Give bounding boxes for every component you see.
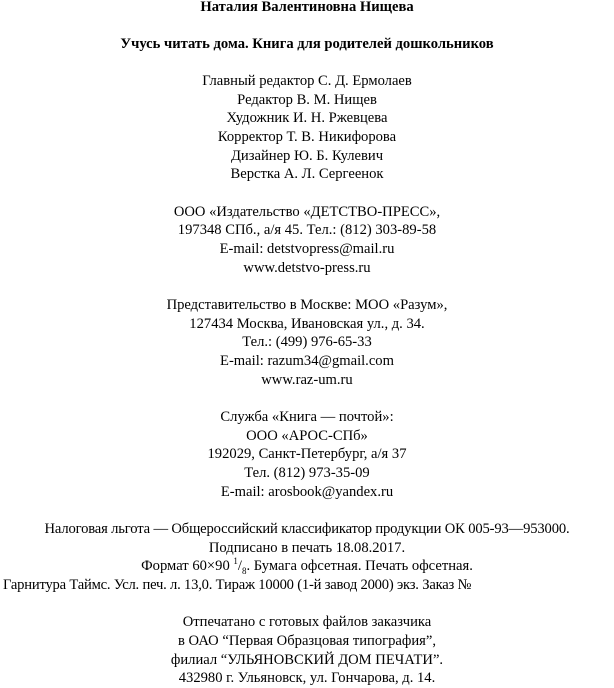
publisher-website: www.detstvo-press.ru xyxy=(243,260,371,276)
credit-line: Главный редактор С. Д. Ермолаев xyxy=(202,73,412,89)
mail-service-email: E-mail: arosbook@yandex.ru xyxy=(220,484,394,500)
printer-name: в ОАО “Первая Образцовая типография”, xyxy=(178,633,436,649)
moscow-office-website: www.raz-um.ru xyxy=(261,372,353,388)
printer-note: Отпечатано с готовых файлов заказчика xyxy=(182,614,432,630)
format-denominator: 8 xyxy=(241,565,247,576)
author-name: Наталия Валентиновна Нищева xyxy=(200,0,414,15)
credit-line: Дизайнер Ю. Б. Кулевич xyxy=(230,148,384,164)
tax-benefit-line: Налоговая льгота — Общероссийский классификатор продукции ОК 005-93—953000. xyxy=(44,521,570,537)
credit-line: Художник И. Н. Ржевцева xyxy=(226,110,388,126)
publisher-address: 197348 СПб., а/я 45. Тел.: (812) 303-89-58 xyxy=(177,222,437,238)
credit-line: Корректор Т. В. Никифорова xyxy=(217,129,397,145)
format-prefix: Формат 60×90 xyxy=(141,558,234,574)
mail-service-phone: Тел. (812) 973-35-09 xyxy=(244,465,370,481)
book-title: Учусь читать дома. Книга для родителей дошкольников xyxy=(120,36,494,52)
credit-line: Редактор В. М. Нищев xyxy=(237,92,377,108)
moscow-office-name: Представительство в Москве: МОО «Разум», xyxy=(166,297,448,313)
signed-to-print-line: Подписано в печать 18.08.2017. xyxy=(208,540,406,556)
format-line xyxy=(0,557,614,576)
mail-service-address: 192029, Санкт-Петербург, а/я 37 xyxy=(207,446,407,462)
publisher-email: E-mail: detstvopress@mail.ru xyxy=(219,241,395,257)
credit-line: Верстка А. Л. Сергеенок xyxy=(230,166,384,182)
moscow-office-phone: Тел.: (499) 976-65-33 xyxy=(242,334,372,350)
mail-service-title: Служба «Книга — почтой»: xyxy=(220,409,394,425)
format-suffix: . Бумага офсетная. Печать офсетная. xyxy=(246,558,473,574)
format-slash: / xyxy=(237,558,242,574)
moscow-office-email: E-mail: razum34@gmail.com xyxy=(220,353,394,369)
printer-branch: филиал “УЛЬЯНОВСКИЙ ДОМ ПЕЧАТИ”. xyxy=(170,652,444,668)
printer-address: 432980 г. Ульяновск, ул. Гончарова, д. 14. xyxy=(178,670,436,686)
publisher-name: ООО «Издательство «ДЕТСТВО-ПРЕСС», xyxy=(173,204,441,220)
mail-service-company: ООО «АРОС-СПб» xyxy=(246,428,368,444)
format-numerator: 1 xyxy=(233,556,238,567)
typeface-circulation-line: Гарнитура Таймс. Усл. печ. л. 13,0. Тираж 10000 (1-й завод 2000) экз. Заказ № xyxy=(3,577,472,593)
moscow-office-address: 127434 Москва, Ивановская ул., д. 34. xyxy=(189,316,425,332)
